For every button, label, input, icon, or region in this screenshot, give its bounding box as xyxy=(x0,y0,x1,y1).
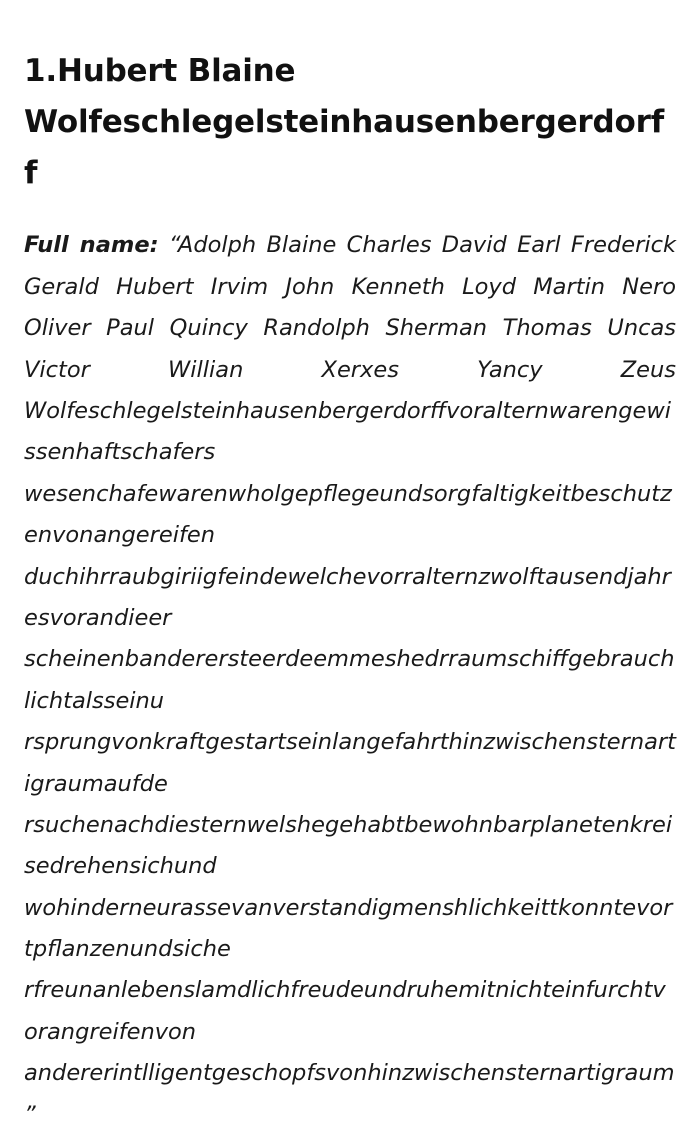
full-name-open-quote: “ xyxy=(168,232,178,259)
full-name-paragraph xyxy=(24,225,676,1136)
full-name-value: Adolph Blaine Charles David Earl Frederick Gerald Hubert Irvim John Kenneth Loyd Martin Nero Oliver Paul Quincy Randolph Sherman Thomas Uncas Victor Willian Xerxes Yancy Zeus Wolfeschlegelsteinhausenbergerdorffvoralternwarengewissenhaftschafers wesenchafewarenwholgepflegeundsorgfaltigkeitbeschutzenvonangereifen duchihrraubgiriigfeindewelchevorralternzwolftausendjahresvorandieer scheinenbanderersteerdeemmeshedrraumschiffgebrauchlichtalsseinu rsprungvonkraftgestartseinlangefahrthinzwischensternartigraumaufde rsuchenachdiesternwelshegehabtbewohnbarplanetenkreisedrehensichund wohinderneurassevanverstandigmenshlichkeittkonntevortpflanzenundsiche rfreunanlebenslamdlichfreudeundruhemitnichteinfurchtvorangreifenvon andererintlligentgeschopfsvonhinzwischensternartigraum xyxy=(24,232,676,1087)
page-title-text: Hubert Blaine Wolfeschlegelsteinhausenbergerdorff xyxy=(24,53,664,192)
full-name-close-quote: ” xyxy=(24,1101,36,1128)
page-title-number: 1. xyxy=(24,53,57,89)
full-name-label: Full name: xyxy=(24,232,159,259)
page-title xyxy=(24,46,676,199)
